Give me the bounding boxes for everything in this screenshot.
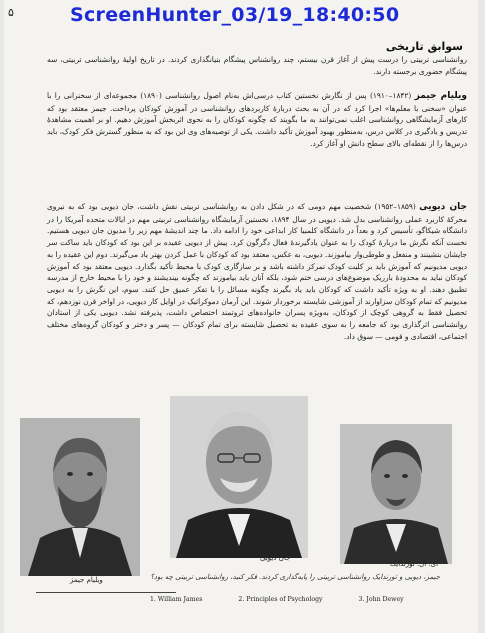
james-paragraph	[47, 90, 467, 150]
caption-portraits: جیمز، دیویی و ثورندایک روانشناسی تربیتی را پایه‌گذاری کردند. فکر کنید، روانشناسی تربیتی چه بود؟	[150, 573, 440, 581]
section-title: سوابق تاریخی	[385, 40, 463, 53]
william-james-photo	[20, 418, 140, 576]
footnote-2: 2. Principles of Psychology	[238, 596, 323, 603]
thorndike-photo	[340, 424, 452, 564]
footnote-3: 3. John Dewey	[358, 596, 404, 603]
footnotes	[150, 596, 438, 603]
dewey-text: (۱۸۵۹–۱۹۵۲) شخصیت مهم دومی که در شکل دادن به روانشناسی تربیتی نقش داشت، جان دیویی بود که به نیروی محرکهٔ کاربرد عملی روانشناسی بدل شد. دیویی در سال ۱۸۹۴، نخستین آزمایشگاه روانشناسی تربیتی مهم در ایالات متحده آمریکا را در دانشگاه شیکاگو، تأسیس کرد و بعداً در دانشگاه کلمبیا کار ابداعی خود را ادامه داد. ما چند اندیشهٔ مهم زیر را مدیون جان دیویی هستیم. نخست آنکه نگرش ما دربارهٔ کودک را به عنوان یادگیرندهٔ فعال دگرگون کرد. پیش از دیویی عقیده بر این بود که کودکان باید ساکت سر جایشان بنشینند و منفعل و طوطی‌وار بیاموزند. دیویی، به عکس، معتقد بود که کودکان با عمل کردن بهتر یاد می‌گیرند. دوم این عقیده را به دیویی مدیونیم که آموزش باید بر کلیت کودک تمرکز داشته باشد و بر سازگاری کودک با محیط تأکید بگذارد. دیویی معتقد بود که آموزش کودکان نباید به محدودهٔ بارریک موضوع‌های درسی ختم شود، بلکه آنان باید بیاموزند که چگونه بیندیشند و خود را با محیط خارج از مدرسه تطبیق دهند. او به ویژه تأکید داشت که کودکان باید یاد بگیرند چگونه مسائل را با تفکر عمیق حل کنند. سوم، این نگرش را به دیویی مدیونیم که تمام کودکان سزاوارند از آموزشی شایسته برخوردار شوند. این آرمان دموکراتیک در اوایل کار دیویی، در اواخر قرن نوزدهم، که تحصیل فقط به گروهی کوچک از کودکان، به‌ویژه پسران خانواده‌های ثروتمند اختصاص داشت، پذیرفته نشد. دیویی یکی از استادان روانشناسی اثرگذاری بود که جامعه را به سوی عقیده به تحصیل شایسته برای تمام کودکان — پسر و دختر و کودکان گروه‌های مختلف اجتماعی، اقتصادی و قومی — سوق داد.	[47, 202, 467, 341]
john-dewey-photo	[170, 396, 308, 558]
screenhunter-banner: ScreenHunter_03/19_18:40:50	[70, 4, 400, 26]
caption-john-dewey: جان دیویی	[260, 554, 291, 562]
caption-thorndike: ای. ال. ثورندایک	[390, 560, 439, 568]
caption-william-james: ویلیام جیمز	[70, 576, 103, 584]
dewey-paragraph	[47, 201, 467, 342]
page-number: ۵	[8, 6, 14, 19]
footnote-1: 1. William James	[150, 596, 203, 603]
portraits-row	[20, 396, 454, 586]
james-text: (۱۸۴۲–۱۹۱۰) پس از نگارش نخستین کتاب درسی‌اش به‌نام اصول روانشناسی (۱۸۹۰) مجموعه‌ای از سخنرانی را با عنوان «سخنی با معلم‌ها» اجرا کرد که در آن به بحث دربارهٔ کاربردهای روانشناسی در آموزش کودکان پرداخت. جیمز معتقد بود که کارهای آزمایشگاهی روانشناسی اغلب نمی‌توانند به ما بگویند که چگونه کودکان را به نحوی اثربخش آموزش دهیم. او بر اهمیت مشاهدهٔ تدریس و یادگیری در کلاس درس، به‌منظور بهبود آموزش تأکید داشت. یکی از توصیه‌های وی این بود که به منظور گسترش فکر کودک، باید درس‌ها را از نقطه‌ای بالای سطح دانش او آغاز کرد.	[47, 91, 467, 148]
footnote-divider	[36, 592, 176, 593]
james-name: ویلیام جیمز	[414, 91, 467, 101]
dewey-name: جان دیویی	[419, 202, 467, 212]
intro-paragraph: روانشناسی تربیتی را درست پیش از آغاز قرن بیستم، چند روانشناس پیشگام بنیانگذاری کردند. در تاریخ اولیهٔ روانشناسی تربیتی، سه پیشگام حضوری برجسته دارند.	[47, 55, 467, 76]
